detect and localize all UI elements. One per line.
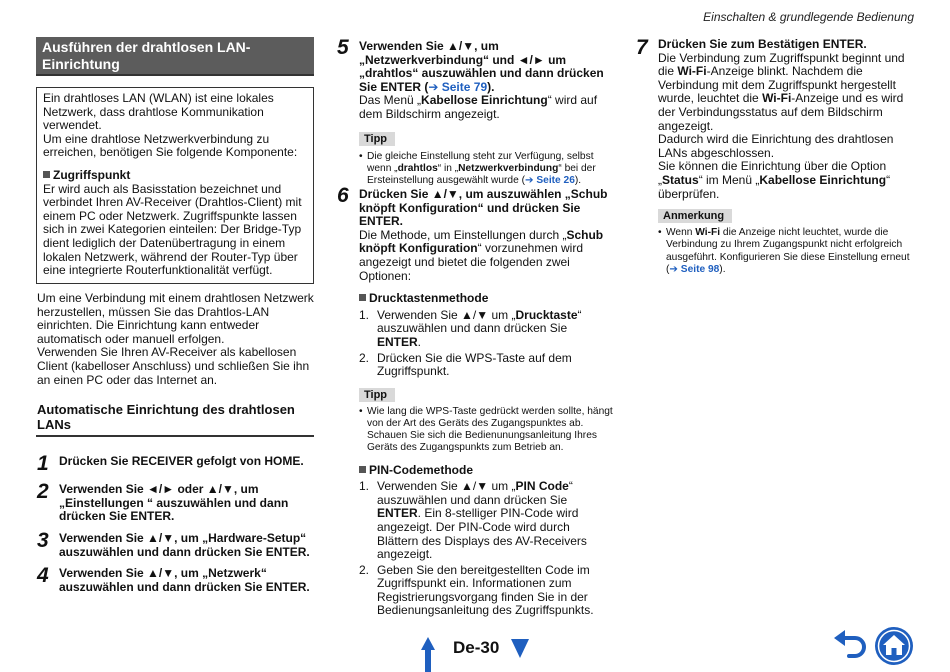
tip-bold-1: drahtlos — [397, 162, 438, 174]
text: Wenn — [666, 227, 696, 239]
step-5-desc — [359, 94, 614, 121]
item-number: 2. — [359, 350, 370, 365]
item-bold: ENTER — [377, 506, 418, 521]
item-text: Geben Sie den bereitgestellten Code im Zugriffspunkt ein. Informationen zum Registrierungsvorgang finden Sie in der Bedienungsanleitung des Zugriffspunkts. — [377, 562, 594, 618]
step-number: 4 — [37, 564, 49, 587]
item-bold: Drucktaste — [515, 307, 578, 322]
step-5-heading-text: Verwenden Sie ▲/▼, um „Netzwerkverbindung“ und ◄/► um „drahtlos“ auszuwählen und dann drücken Sie ENTER ( — [359, 39, 604, 94]
step-5-desc-bold: Kabellose Einrichtung — [421, 93, 548, 108]
method-1-title-label: Drucktastenmethode — [369, 291, 489, 306]
step-text: Verwenden Sie ◄/► oder ▲/▼, um „Einstellungen “ auszuwählen und dann drücken Sie ENTER. — [59, 482, 289, 524]
method-2-item-2 — [359, 564, 614, 618]
step-7 — [658, 38, 918, 276]
step-6-heading: Drücken Sie ▲/▼, um auszuwählen „Schub knöpft Konfiguration“ und drücken Sie ENTER. — [359, 187, 608, 229]
method-2-item-1 — [359, 480, 614, 562]
step-7-para-3 — [658, 160, 918, 201]
item-text: Drücken Sie die WPS-Taste auf dem Zugriffspunkt. — [377, 350, 572, 379]
square-bullet-icon — [359, 466, 366, 473]
item-number: 1. — [359, 307, 370, 322]
section-title: Ausführen der drahtlosen LAN-Einrichtung — [36, 37, 314, 76]
text-bold: Wi-Fi — [677, 64, 707, 79]
text: Sie können die Einrichtung über die Option „ — [658, 159, 887, 187]
item-text: . Ein 8-stelliger PIN-Code wird angezeigt. Der PIN-Code wird durch Blättern des Displays des AV-Receivers angezeigt. — [377, 506, 587, 562]
tip-text-e: ). — [574, 174, 582, 186]
step-7-heading: Drücken Sie zum Bestätigen ENTER. — [658, 37, 867, 51]
item-bold: ENTER — [377, 334, 418, 349]
step-text: Verwenden Sie ▲/▼, um „Hardware-Setup“ auszuwählen und dann drücken Sie ENTER. — [59, 531, 310, 559]
intro-para-1: Um eine Verbindung mit einem drahtlosen Netzwerk herzustellen, müssen Sie das Drahtlos-LAN einrichten. Die Einrichtung kann entweder automatisch oder manuell erfolgen. — [37, 291, 314, 346]
step-6 — [359, 188, 614, 618]
wlan-info-box — [36, 87, 314, 284]
page-link[interactable]: ➔ Seite 26 — [525, 174, 575, 186]
text-bold: Status — [662, 172, 699, 187]
tip-label: Tipp — [359, 388, 395, 402]
step-5-desc-end: “ wird auf dem Bildschirm angezeigt. — [359, 93, 598, 121]
item-text: Verwenden Sie ▲/▼ um „ — [377, 479, 516, 494]
subsection-rule — [36, 435, 314, 437]
step-6-desc-text: Die Methode, um Einstellungen durch „ — [359, 227, 567, 242]
item-text: . — [417, 334, 422, 349]
text: -Anzeige blinkt. Nachdem die Verbindung mit dem Zugriffspunkt hergestellt wurde, leuchtet die — [658, 64, 896, 106]
step-number: 5 — [337, 36, 349, 59]
step-5-desc-text: Das Menü „ — [359, 93, 422, 108]
page-link[interactable]: ➔ Seite 79 — [428, 79, 488, 94]
subsection-title: Automatische Einrichtung des drahtlosen LANs — [37, 402, 295, 432]
item-bold: PIN Code — [515, 479, 569, 494]
info-subtext: Er wird auch als Basisstation bezeichnet und verbindet Ihren AV-Receiver (Drahtlos-Client) mit einem PC oder Netzwerk. Zugriffspunkte lassen sich in zwei Kategorien einteilen: Der Bridge-Typ dient lediglich der Datenübertragung in einem lokalen Netzwerk, während der Router-Typ über eine integrierte Routerfunktionalität verfügt. — [43, 181, 302, 278]
step-6-desc-bold: Schub knöpft Konfiguration — [359, 227, 604, 256]
step-text: Drücken Sie RECEIVER gefolgt von HOME. — [59, 454, 304, 468]
arrow-down-icon[interactable] — [511, 639, 529, 658]
step-5 — [359, 40, 614, 187]
step-6-desc-end: “ vorzunehmen wird angezeigt und bietet die folgenden zwei Optionen: — [359, 241, 584, 283]
step-number: 3 — [37, 529, 49, 552]
page-number: De-30 — [453, 638, 500, 657]
square-bullet-icon — [43, 171, 50, 178]
page-link[interactable]: ➔ Seite 98 — [669, 263, 720, 275]
step-7-para-1 — [658, 52, 918, 134]
text-bold: Wi-Fi — [695, 227, 721, 239]
text: ). — [719, 263, 726, 275]
text: die Anzeige nicht leuchtet, wurde die Verbindung zu Ihrem Zugangspunkt nicht erfolgreich ausgeführt. Konfigurieren Sie diese Einstellung erneut ( — [666, 227, 910, 275]
running-header: Einschalten & grundlegende Bedienung — [703, 10, 914, 24]
item-number: 2. — [359, 562, 370, 577]
section-title-rule — [36, 74, 314, 76]
tip-label: Tipp — [359, 132, 395, 146]
method-1-title — [359, 292, 614, 306]
step-5-heading — [359, 40, 614, 94]
method-2-title-label: PIN-Codemethode — [369, 462, 474, 477]
note-text — [658, 227, 918, 276]
tip-text: • Wie lang die WPS-Taste gedrückt werden sollte, hängt von der Art des Geräts des Zugangspunktes ab. Schauen Sie sich die Bedienunungsanleitung Ihres Geräts des Zugangspunkts zum Betrieb an. — [359, 406, 614, 455]
item-text: Verwenden Sie ▲/▼ um „ — [377, 307, 516, 322]
text: Die Verbindung zum Zugriffspunkt beginnt und die — [658, 50, 905, 79]
text: -Anzeige und es wird der Verbindungsstatus auf dem Bildschirm angezeigt. — [658, 91, 904, 133]
step-7-para-2: Dadurch wird die Einrichtung des drahtlosen LANs abgeschlossen. — [658, 132, 894, 160]
text: “ im Menü „ — [698, 172, 760, 187]
step-5-heading-end: ). — [487, 79, 495, 94]
return-icon[interactable] — [833, 630, 867, 662]
intro-para-2: Verwenden Sie Ihren AV-Receiver als kabellosen Client (kabelloser Anschluss) und schließen Sie ihn an einen PC oder das Internet an. — [37, 345, 310, 387]
method-1-item-1 — [359, 309, 614, 350]
tip-text — [359, 151, 614, 188]
info-subheading — [43, 169, 307, 183]
arrow-up-icon[interactable] — [421, 637, 435, 672]
step-number: 2 — [37, 480, 49, 503]
tip-text-c: “ in „ — [437, 162, 459, 174]
info-subheading-label: Zugriffspunkt — [53, 167, 131, 182]
note-label: Anmerkung — [658, 209, 732, 223]
method-2-title — [359, 464, 614, 478]
info-intro-1: Ein drahtloses LAN (WLAN) ist eine lokales Netzwerk, dass drahtlose Kommunikation verwendet. — [43, 91, 274, 133]
item-number: 1. — [359, 479, 370, 494]
step-text: Verwenden Sie ▲/▼, um „Netzwerk“ auszuwählen und dann drücken Sie ENTER. — [59, 566, 310, 594]
text-bold: Kabellose Einrichtung — [759, 172, 887, 187]
tip-text-a: Die gleiche Einstellung steht zur Verfügung, selbst wenn „ — [367, 150, 594, 174]
square-bullet-icon — [359, 294, 366, 301]
method-1-item-2 — [359, 352, 614, 379]
item-text: “ auszuwählen und dann drücken Sie — [377, 307, 582, 336]
text-bold: Wi-Fi — [762, 91, 792, 106]
step-number: 7 — [636, 36, 648, 59]
intro-body — [37, 292, 317, 387]
home-icon[interactable] — [874, 626, 914, 666]
step-number: 1 — [37, 452, 49, 475]
info-intro-2: Um eine drahtlose Netzwerkverbindung zu erreichen, benötigen Sie folgende Komponente: — [43, 131, 298, 160]
tip-bold-2: Netzwerkverbindung — [458, 162, 559, 174]
tip-text-d: “ bei der Ersteinstellung ausgewählt wurde ( — [367, 162, 596, 186]
step-6-desc — [359, 229, 614, 283]
item-text: “ auszuwählen und dann drücken Sie — [377, 479, 573, 507]
text: “ überprüfen. — [658, 172, 891, 201]
step-number: 6 — [337, 184, 349, 207]
